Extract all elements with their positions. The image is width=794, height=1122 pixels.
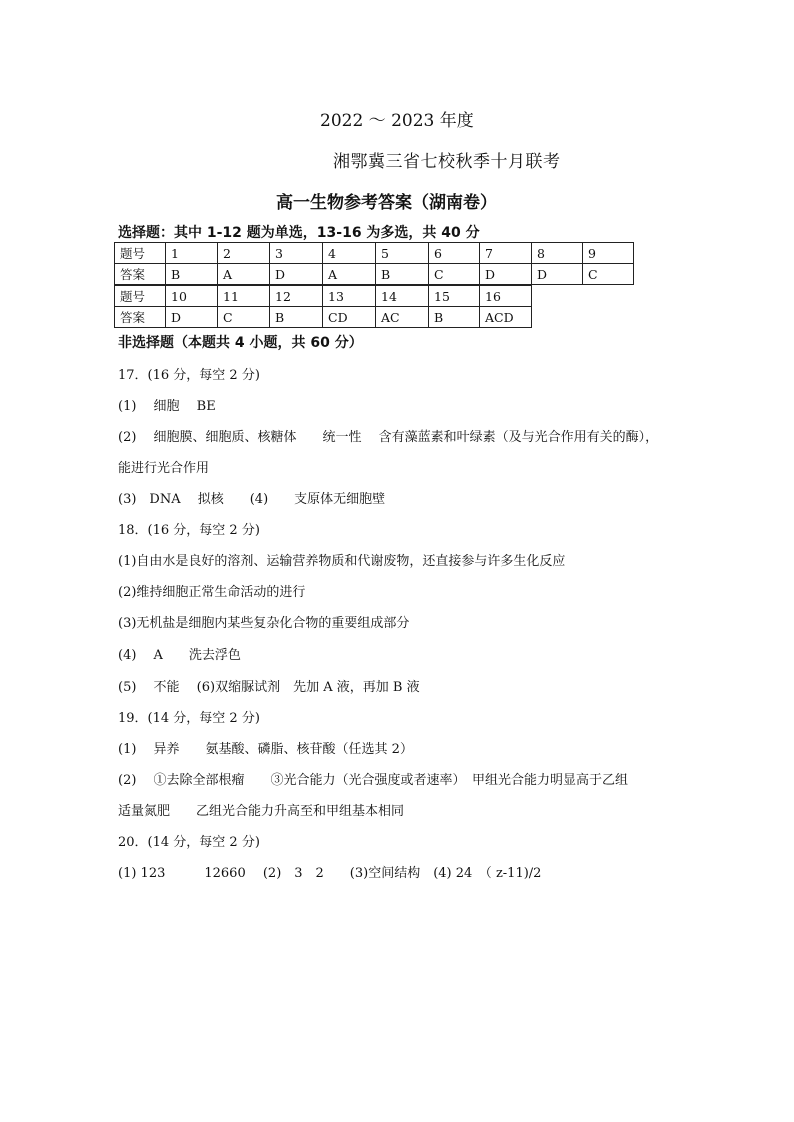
q18-answer-4: (4) A 洗去浮色 — [118, 648, 241, 663]
q20-answers: (1) 123 12660 (2) 3 2 (3)空间结构 (4) 24 （ z-11)/2 — [118, 866, 542, 881]
answer-row — [115, 307, 532, 328]
answer-cell: B — [429, 307, 480, 328]
answer-cell: D — [480, 264, 532, 285]
answer-cell: B — [270, 307, 323, 328]
question-number: 13 — [323, 286, 376, 307]
answer-cell: C — [218, 307, 270, 328]
question-number: 3 — [270, 243, 323, 264]
answer-cell: B — [376, 264, 429, 285]
question-number: 5 — [376, 243, 429, 264]
question-number: 8 — [532, 243, 583, 264]
answer-cell: C — [583, 264, 634, 285]
row-label: 答案 — [115, 264, 166, 285]
question-number: 10 — [166, 286, 218, 307]
q19-answer-2-cont: 适量氮肥 乙组光合能力升高至和甲组基本相同 — [118, 804, 405, 819]
answer-cell: D — [270, 264, 323, 285]
nonchoice-heading: 非选择题（本题共 4 小题，共 60 分） — [118, 335, 363, 351]
answer-cell: CD — [323, 307, 376, 328]
question-number: 12 — [270, 286, 323, 307]
question-number: 6 — [429, 243, 480, 264]
answer-cell: D — [532, 264, 583, 285]
answer-row — [115, 264, 634, 285]
q18-answer-5-6: (5) 不能 (6)双缩脲试剂 先加 A 液，再加 B 液 — [118, 680, 420, 695]
answer-cell: C — [429, 264, 480, 285]
choice-heading: 选择题：其中 1-12 题为单选，13-16 为多选，共 40 分 — [118, 225, 480, 241]
q17-answer-2-cont: 能进行光合作用 — [118, 461, 210, 476]
question-number: 9 — [583, 243, 634, 264]
question-number: 7 — [480, 243, 532, 264]
q19-answer-2: (2) ①去除全部根瘤 ③光合能力（光合强度或者速率） 甲组光合能力明显高于乙组 — [118, 773, 629, 788]
answer-cell: ACD — [480, 307, 532, 328]
row-label: 题号 — [115, 243, 166, 264]
q18-header: 18．(16 分，每空 2 分) — [118, 523, 260, 538]
question-number-row — [115, 286, 532, 307]
answer-cell: B — [166, 264, 218, 285]
exam-heading: 湘鄂冀三省七校秋季十月联考 — [333, 152, 561, 172]
question-number: 14 — [376, 286, 429, 307]
q17-header: 17．(16 分，每空 2 分) — [118, 368, 260, 383]
answer-cell: AC — [376, 307, 429, 328]
question-number: 15 — [429, 286, 480, 307]
q17-answer-3-4: (3) DNA 拟核 (4) 支原体无细胞壁 — [118, 492, 386, 507]
q20-header: 20．(14 分，每空 2 分) — [118, 835, 260, 850]
q17-answer-1: (1) 细胞 BE — [118, 399, 216, 414]
q18-answer-1: (1)自由水是良好的溶剂、运输营养物质和代谢废物，还直接参与许多生化反应 — [118, 554, 566, 569]
q19-answer-1: (1) 异养 氨基酸、磷脂、核苷酸（任选其 2） — [118, 742, 413, 757]
page-title: 高一生物参考答案（湖南卷） — [276, 193, 497, 213]
question-number: 2 — [218, 243, 270, 264]
q17-answer-2: (2) 细胞膜、细胞质、核糖体 统一性 含有藻蓝素和叶绿素（及与光合作用有关的酶）， — [118, 430, 659, 445]
q18-answer-2: (2)维持细胞正常生命活动的进行 — [118, 585, 306, 600]
question-number: 1 — [166, 243, 218, 264]
question-number: 16 — [480, 286, 532, 307]
year-heading: 2022 ～ 2023 年度 — [320, 111, 474, 131]
question-number-row — [115, 243, 634, 264]
answer-cell: D — [166, 307, 218, 328]
q19-header: 19．(14 分，每空 2 分) — [118, 711, 260, 726]
row-label: 题号 — [115, 286, 166, 307]
answer-cell: A — [218, 264, 270, 285]
row-label: 答案 — [115, 307, 166, 328]
answer-cell: A — [323, 264, 376, 285]
answer-table-1 — [114, 242, 634, 285]
answer-table-2 — [114, 285, 532, 328]
question-number: 11 — [218, 286, 270, 307]
q18-answer-3: (3)无机盐是细胞内某些复杂化合物的重要组成部分 — [118, 616, 410, 631]
question-number: 4 — [323, 243, 376, 264]
